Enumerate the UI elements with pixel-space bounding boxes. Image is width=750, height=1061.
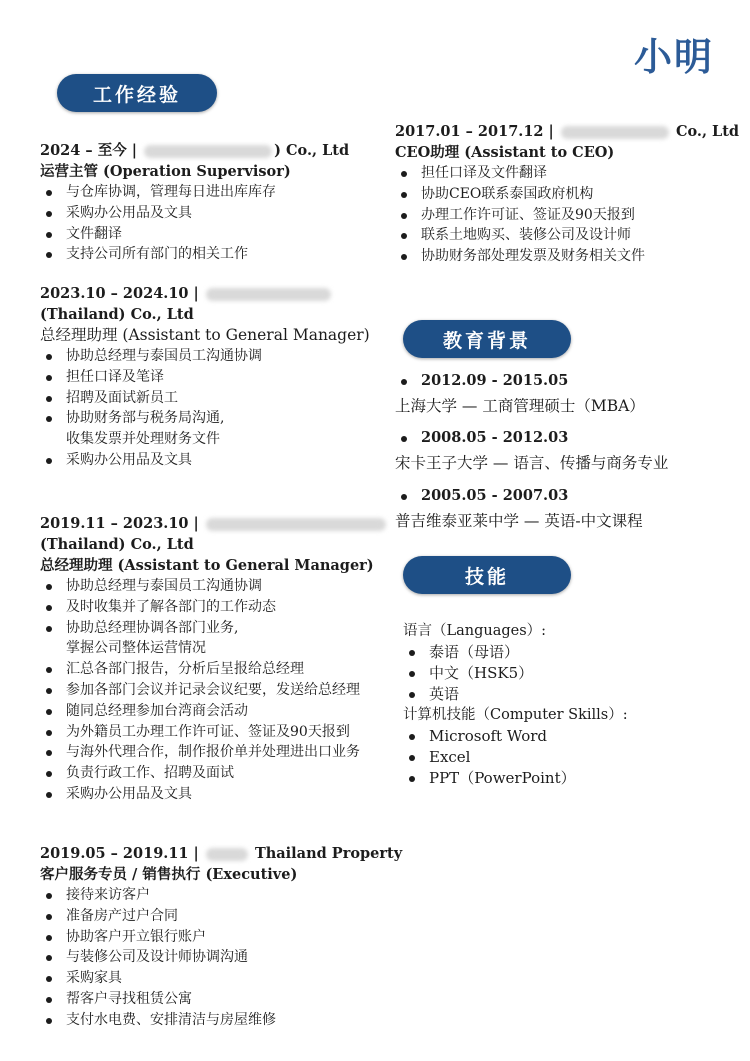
computer-skills-heading: 计算机技能（Computer Skills）: xyxy=(403,707,628,723)
education-school: 普吉维泰亚莱中学 — 英语-中文课程 xyxy=(395,512,643,530)
job-date-company: 2017.01 – 2017.12 | xyxy=(395,123,559,140)
job-title: 运营主管 (Operation Supervisor) xyxy=(40,163,291,180)
list-item: 采购办公用品及文具 xyxy=(40,784,390,805)
list-item: 协助CEO联系泰国政府机构 xyxy=(395,184,725,205)
job-header xyxy=(40,140,390,161)
job-entry xyxy=(40,140,390,265)
resume-name: 小明 xyxy=(633,34,714,79)
job-duties xyxy=(395,163,725,267)
job-duties xyxy=(40,885,390,1031)
list-item: 准备房产过户合同 xyxy=(40,906,390,927)
education-date: 2008.05 - 2012.03 xyxy=(395,427,725,449)
list-item: 联系土地购买、装修公司及设计师 xyxy=(395,225,725,246)
list-item: 与仓库协调，管理每日进出库库存 xyxy=(40,182,390,203)
section-education: 教育背景 xyxy=(403,320,571,358)
job-title: 总经理助理 (Assistant to General Manager) xyxy=(40,326,370,344)
section-skills: 技能 xyxy=(403,556,571,594)
list-item: 协助客户开立银行账户 xyxy=(40,927,390,948)
job-entry xyxy=(40,513,390,805)
job-title: CEO助理 (Assistant to CEO) xyxy=(395,144,615,161)
list-item: 泰语（母语） xyxy=(403,642,723,663)
work-column xyxy=(40,0,403,1061)
list-item: 为外籍员工办理工作许可证、签证及90天报到 xyxy=(40,722,390,743)
list-item-continuation: 掌握公司整体运营情况 xyxy=(66,640,206,657)
job-header xyxy=(40,283,390,304)
redacted-company-name xyxy=(206,518,386,531)
list-item: 协助总经理与泰国员工沟通协调 xyxy=(40,346,390,367)
list-item: 支付水电费、安排清洁与房屋维修 xyxy=(40,1010,390,1031)
list-item: 采购办公用品及文具 xyxy=(40,450,390,471)
right-column xyxy=(395,0,740,1061)
job-company-suffix: ) Co., Ltd xyxy=(274,142,350,159)
job-title: 客户服务专员 / 销售执行 (Executive) xyxy=(40,866,298,883)
redacted-company-name xyxy=(206,848,248,861)
job-date-company: 2019.11 – 2023.10 | xyxy=(40,515,204,532)
list-item: 招聘及面试新员工 xyxy=(40,388,390,409)
education-entry xyxy=(395,370,725,418)
job-duties xyxy=(40,576,390,805)
redacted-company-name xyxy=(561,126,669,139)
list-item: 负责行政工作、招聘及面试 xyxy=(40,763,390,784)
list-item: Microsoft Word xyxy=(403,726,723,747)
list-item: PPT（PowerPoint） xyxy=(403,768,723,789)
job-date-company: 2023.10 – 2024.10 | xyxy=(40,285,204,302)
job-header: 2017.01 – 2017.12 | Co., Ltd xyxy=(395,123,740,140)
list-item: 参加各部门会议并记录会议纪要，发送给总经理 xyxy=(40,680,390,701)
job-title: 总经理助理 (Assistant to General Manager) xyxy=(40,557,374,574)
list-item: 与海外代理合作，制作报价单并处理进出口业务 xyxy=(40,742,390,763)
list-item: 办理工作许可证、签证及90天报到 xyxy=(395,205,725,226)
list-item: Excel xyxy=(403,747,723,768)
education-entry xyxy=(395,485,725,533)
list-item: 协助财务部与税务局沟通, xyxy=(40,408,390,429)
job-entry xyxy=(40,283,390,471)
list-item: 中文（HSK5） xyxy=(403,663,723,684)
job-entry xyxy=(395,121,740,267)
list-item: 文件翻译 xyxy=(40,224,390,245)
education-date: 2012.09 - 2015.05 xyxy=(395,370,725,392)
job-date-company: 2019.05 – 2019.11 | xyxy=(40,845,204,862)
list-item: 担任口译及笔译 xyxy=(40,367,390,388)
redacted-company-name xyxy=(144,145,272,158)
job-duties xyxy=(40,346,390,471)
languages-heading: 语言（Languages）: xyxy=(403,623,547,639)
list-item-continuation: 收集发票并处理财务文件 xyxy=(66,431,220,448)
list-item: 协助财务部处理发票及财务相关文件 xyxy=(395,246,725,267)
education-school: 上海大学 — 工商管理硕士（MBA） xyxy=(395,397,645,415)
list-item: 接待来访客户 xyxy=(40,885,390,906)
list-item: 采购办公用品及文具 xyxy=(40,203,390,224)
job-date-company: 2024 – 至今 | xyxy=(40,142,143,159)
skills-block xyxy=(403,621,723,789)
job-duties xyxy=(40,182,390,265)
list-item: 随同总经理参加台湾商会活动 xyxy=(40,701,390,722)
job-company-line: (Thailand) Co., Ltd xyxy=(40,306,194,323)
job-header xyxy=(40,513,390,534)
list-item: 支持公司所有部门的相关工作 xyxy=(40,244,390,265)
computer-skills-list xyxy=(403,726,723,789)
job-entry xyxy=(40,843,403,1031)
list-item: 与装修公司及设计师协调沟通 xyxy=(40,947,390,968)
education-entry xyxy=(395,427,725,475)
list-item: 担任口译及文件翻译 xyxy=(395,163,725,184)
section-work-experience: 工作经验 xyxy=(57,74,217,112)
list-item: 汇总各部门报告，分析后呈报给总经理 xyxy=(40,659,390,680)
list-item: 及时收集并了解各部门的工作动态 xyxy=(40,597,390,618)
job-company-line: (Thailand) Co., Ltd xyxy=(40,536,194,553)
list-item: 英语 xyxy=(403,684,723,705)
job-header: 2019.05 – 2019.11 | Thailand Property xyxy=(40,845,403,862)
languages-list xyxy=(403,642,723,705)
list-item: 帮客户寻找租赁公寓 xyxy=(40,989,390,1010)
list-item: 协助总经理协调各部门业务, xyxy=(40,618,390,639)
list-item: 协助总经理与泰国员工沟通协调 xyxy=(40,576,390,597)
redacted-company-name xyxy=(206,288,331,301)
list-item: 采购家具 xyxy=(40,968,390,989)
education-date: 2005.05 - 2007.03 xyxy=(395,485,725,507)
education-school: 宋卡王子大学 — 语言、传播与商务专业 xyxy=(395,454,669,472)
